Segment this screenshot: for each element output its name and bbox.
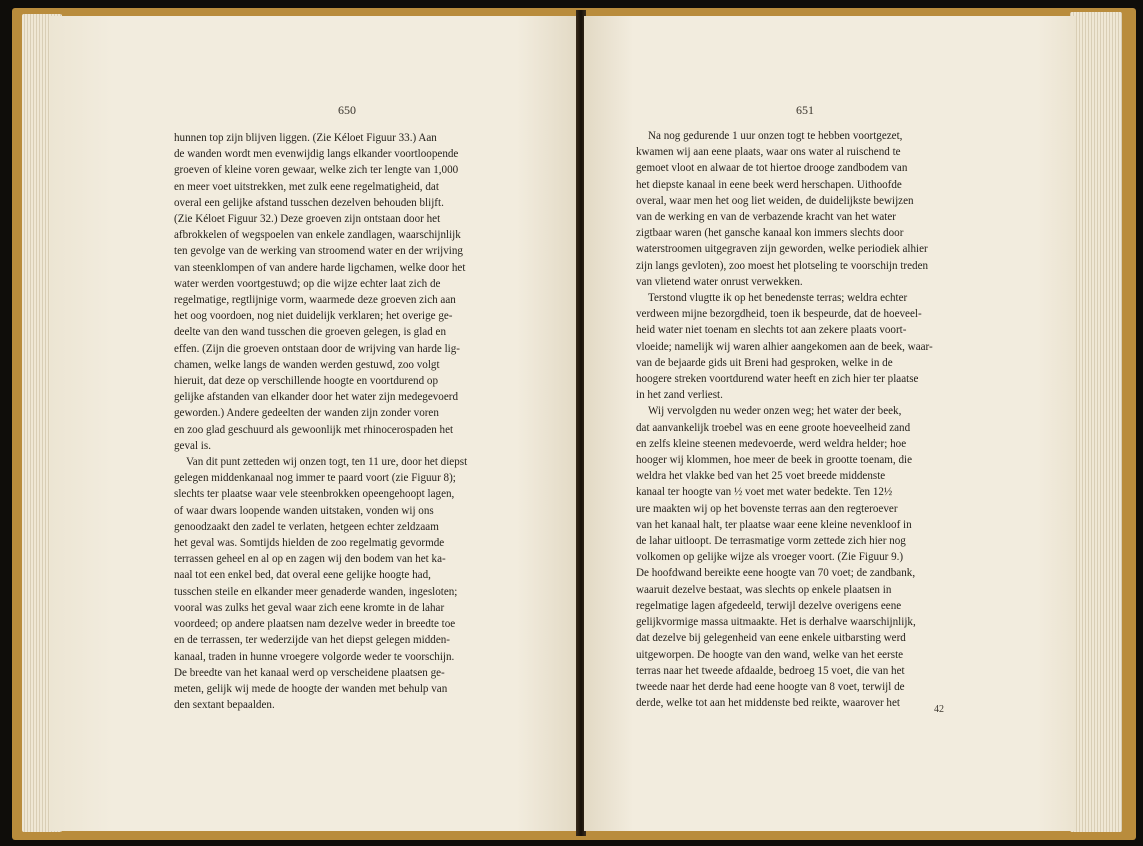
text-line: kanaal ter hoogte van ½ voet met water bedekte. Ten 12½ [636,486,893,499]
text-line: zijn langs gevloten), zoo moest het plotseling te voorschijn treden [636,259,929,272]
text-line: zigtbaar waren (het gansche kanaal kon immers slechts door [636,227,904,240]
text-line: geworden.) Andere gedeelten der wanden zijn zonder voren [174,407,439,420]
page-edges-right [1070,12,1122,832]
text-line: van de werking en van de verbazende kracht van het water [636,211,896,224]
text-line: regelmatige lagen afgedeeld, terwijl dezelve overigens eene [636,599,902,612]
text-line: van steenklompen of van andere harde ligchamen, welke door het [174,261,466,274]
text-line: het geval was. Somtijds hielden de zoo regelmatig gevormde [174,537,445,550]
text-line: water werden voortgestuwd; op die wijze echter laat zich de [174,277,441,290]
text-line: weldra het vlakke bed van het 25 voet breede middenste [636,470,886,483]
text-line: effen. (Zijn die groeven ontstaan door de wrijving van harde lig- [174,342,460,355]
text-line: De hoofdwand bereikte eene hoogte van 70 voet; de zandbank, [636,567,916,580]
text-line: dat aanvankelijk troebel was en eene groote hoeveelheid zand [636,421,911,434]
page-number: 650 [338,103,356,117]
text-line: en de terrassen, ter wederzijde van het diepst gelegen midden- [174,634,450,647]
text-line: tweede naar het derde had eene hoogte van 8 voet, terwijl de [636,680,905,693]
text-line: vloeide; namelijk wij waren alhier aangekomen aan de beek, waar- [636,340,933,353]
text-line: heid water niet toenam en slechts tot aan zekere plaats voort- [636,324,907,337]
text-line: waterstroomen uitgegraven zijn geworden, welke periodiek alhier [636,243,928,256]
text-line: gemoet vloot en alwaar de tot hiertoe drooge zandbodem van [636,162,908,175]
text-line: Van dit punt zetteden wij onzen togt, ten 11 ure, door het diepst [186,456,468,469]
text-line: overal, waar men het oog liet weiden, de duidelijkste bewijzen [636,194,914,207]
text-line: terrassen geheel en al op en zagen wij den bodem van het ka- [174,553,446,566]
text-line: genoodzaakt den zadel te verlaten, hetgeen echter zeldzaam [174,520,439,533]
text-line: van vlietend water onrust verwekken. [636,275,803,288]
text-line: of waar dwars loopende wanden uitstaken, vonden wij ons [174,504,434,517]
text-line: kanaal, traden in hunne vroegere volgorde weder te voorschijn. [174,650,455,663]
text-line: afbrokkelen of wegspoelen van enkele zandlagen, waarschijnlijk [174,229,461,242]
text-line: waaruit dezelve bestaat, was slechts op enkele plaatsen in [636,583,892,596]
signature-mark: 42 [934,704,944,715]
text-line: terras naar het tweede afdaalde, bedroeg 15 voet, die van het [636,664,905,677]
text-line: Wij vervolgden nu weder onzen weg; het water der beek, [648,405,902,418]
text-line: vooral was zulks het geval waar zich eene kromte in de lahar [174,601,445,614]
text-line: hunnen top zijn blijven liggen. (Zie Kéloet Figuur 33.) Aan [174,132,437,144]
right-page [584,16,1076,831]
text-line: gelijke afstanden van elkander door het water zijn medegevoerd [174,391,459,404]
text-line: gelijkvormige massa uitmaakte. Het is derhalve waarschijnlijk, [636,616,916,629]
text-line: Terstond vlugtte ik op het benedenste terras; weldra echter [648,292,908,305]
body-text [636,128,982,711]
page-number: 651 [796,103,814,117]
text-line: in het zand verliest. [636,389,723,402]
text-line: chamen, welke langs de wanden werden gestuwd, zoo volgt [174,358,440,371]
left-page [50,16,580,831]
text-line: verdween mijne bezorgdheid, toen ik bespeurde, dat de hoeveel- [636,308,922,321]
text-line: het diepste kanaal in eene beek werd herschapen. Uithoofde [636,178,902,191]
text-line: Na nog gedurende 1 uur onzen togt te hebben voortgezet, [648,130,903,142]
text-line: voordeed; op andere plaatsen nam dezelve weder in breedte toe [174,618,456,631]
text-line: volkomen op gelijke wijze als vroeger voort. (Zie Figuur 9.) [636,551,904,564]
text-line: naal tot een enkel bed, dat overal eene gelijke hoogte had, [174,569,431,582]
text-line: van de bejaarde gids uit Breni had gesproken, welke in de [636,356,893,369]
text-line: gelegen middenkanaal nog immer te paard voort (zie Figuur 8); [174,472,456,485]
text-line: (Zie Kéloet Figuur 32.) Deze groeven zijn ontstaan door het [174,213,441,226]
text-line: overal een gelijke afstand tusschen dezelven behouden blijft. [174,196,444,209]
text-line: tusschen steile en elkander meer genaderde wanden, ingesloten; [174,585,458,598]
text-line: de wanden wordt men evenwijdig langs elkander voortloopende [174,148,459,161]
text-line: hoogere streken voortdurend water heeft en zich hier ter plaatse [636,373,919,386]
text-line: meten, gelijk wij mede de hoogte der wanden met behulp van [174,682,448,695]
text-line: geval is. [174,439,211,452]
text-line: en zelfs kleine steenen medevoerde, werd weldra helder; hoe [636,437,907,450]
text-line: regelmatige, regtlijnige vorm, waarmede deze groeven zich aan [174,294,456,307]
text-line: de lahar uitloopt. De terrasmatige vorm zettede zich hier nog [636,535,906,548]
text-line: hooger wij klommen, hoe meer de beek in grootte toenam, die [636,454,913,467]
text-line: De breedte van het kanaal werd op verscheidene plaatsen ge- [174,666,445,679]
text-line: slechts ter plaatse waar vele steenbrokken opeengehoopt lagen, [174,488,455,501]
text-line: en zoo glad geschuurd als gewoonlijk met rhinocerospaden het [174,423,454,436]
text-line: den sextant bepaalden. [174,699,275,712]
text-line: ure maakten wij op het bovenste terras aan den regteroever [636,502,898,515]
text-line: deelte van den wand tusschen die groeven gelegen, is glad en [174,326,447,339]
text-line: hieruit, dat deze op verschillende hoogte en voortdurend op [174,375,439,388]
text-line: groeven of kleine voren gewaar, welke zich ter lengte van 1,000 [174,164,459,177]
text-line: en meer voet uitstrekken, met zulk eene regelmatigheid, dat [174,180,439,193]
text-line: ten gevolge van de werking van stroomend water en der wrijving [174,245,463,258]
text-line: het oog voordoen, nog niet duidelijk verklaren; het overige ge- [174,310,453,323]
body-text [174,130,518,713]
text-line: uitgeworpen. De hoogte van den wand, welke van het eerste [636,648,904,661]
text-line: kwamen wij aan eene plaats, waar ons water al ruischend te [636,146,901,159]
text-line: derde, welke tot aan het middenste bed reikte, waarover het [636,697,900,710]
text-line: van het kanaal halt, ter plaatse waar eene kleine nevenkloof in [636,518,912,531]
text-line: dat dezelve bij gelegenheid van eene enkele uitbarsting werd [636,632,906,645]
